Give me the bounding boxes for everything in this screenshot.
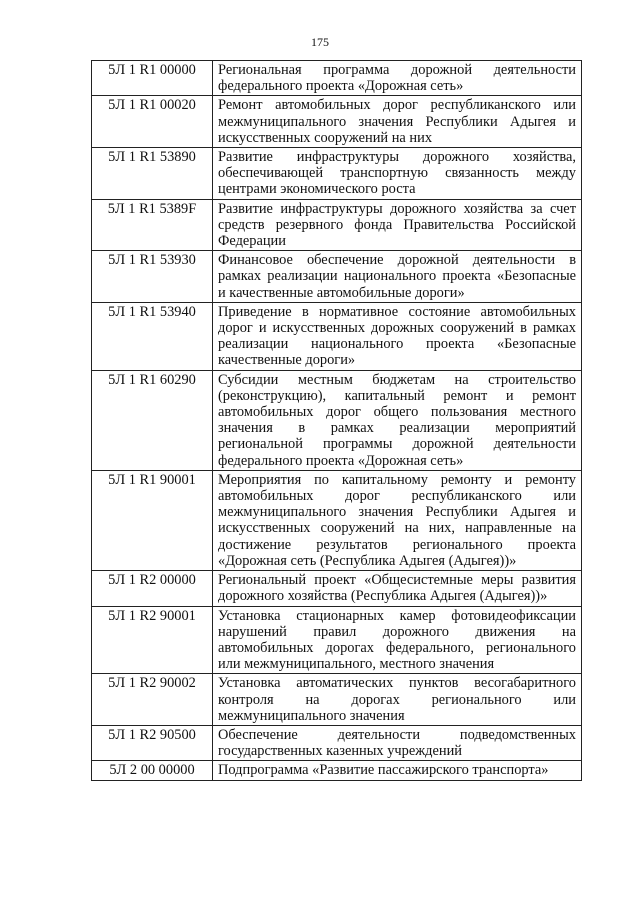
row-code-cell: 5Л 1 R2 00000 bbox=[92, 571, 213, 606]
row-description-cell: Развитие инфраструктуры дорожного хозяйства за счет средств резервного фонда Правительства Российской Федерации bbox=[213, 199, 582, 251]
table-row bbox=[92, 571, 582, 606]
row-code-cell: 5Л 1 R1 53940 bbox=[92, 302, 213, 370]
row-description-cell: Подпрограмма «Развитие пассажирского транспорта» bbox=[213, 761, 582, 780]
row-description-cell: Мероприятия по капитальному ремонту и ремонту автомобильных дорог республиканского или межмуниципального значения Республики Адыгея и искусственных сооружений на них, направленные на достижение результатов регионального проекта «Дорожная сеть (Республика Адыгея (Адыгея))» bbox=[213, 470, 582, 570]
table-body bbox=[92, 61, 582, 781]
row-code-cell: 5Л 1 R2 90002 bbox=[92, 674, 213, 726]
table-row bbox=[92, 302, 582, 370]
row-description-cell: Финансовое обеспечение дорожной деятельности в рамках реализации национального проекта «Безопасные и качественные автомобильные дороги» bbox=[213, 251, 582, 303]
row-description-cell: Приведение в нормативное состояние автомобильных дорог и искусственных дорожных сооружений в рамках реализации национального проекта «Безопасные качественные дороги» bbox=[213, 302, 582, 370]
row-description-cell: Обеспечение деятельности подведомственных государственных казенных учреждений bbox=[213, 725, 582, 760]
table-row bbox=[92, 96, 582, 148]
table-row bbox=[92, 761, 582, 780]
row-description-cell: Установка автоматических пунктов весогабаритного контроля на дорогах регионального или межмуниципального значения bbox=[213, 674, 582, 726]
row-description-cell: Субсидии местным бюджетам на строительство (реконструкцию), капитальный ремонт и ремонт автомобильных дорог общего пользования местного значения в рамках реализации мероприятий региональной программы дорожной деятельности федерального проекта «Дорожная сеть» bbox=[213, 370, 582, 470]
row-code-cell: 5Л 1 R1 00020 bbox=[92, 96, 213, 148]
row-code-cell: 5Л 1 R1 53930 bbox=[92, 251, 213, 303]
row-code-cell: 5Л 1 R1 5389F bbox=[92, 199, 213, 251]
row-description-cell: Установка стационарных камер фотовидеофиксации нарушений правил дорожного движения на автомобильных дорогах федерального, регионального или межмуниципального, местного значения bbox=[213, 606, 582, 674]
table-row bbox=[92, 470, 582, 570]
table-row bbox=[92, 606, 582, 674]
page-number: 175 bbox=[311, 35, 329, 49]
row-code-cell: 5Л 2 00 00000 bbox=[92, 761, 213, 780]
row-code-cell: 5Л 1 R1 90001 bbox=[92, 470, 213, 570]
row-code-cell: 5Л 1 R2 90500 bbox=[92, 725, 213, 760]
table-row bbox=[92, 148, 582, 200]
table-row bbox=[92, 725, 582, 760]
row-description-cell: Региональный проект «Общесистемные меры развития дорожного хозяйства (Республика Адыгея (Адыгея))» bbox=[213, 571, 582, 606]
table-row bbox=[92, 370, 582, 470]
row-description-cell: Развитие инфраструктуры дорожного хозяйства, обеспечивающей транспортную связанность между центрами экономического роста bbox=[213, 148, 582, 200]
row-code-cell: 5Л 1 R1 60290 bbox=[92, 370, 213, 470]
row-code-cell: 5Л 1 R1 53890 bbox=[92, 148, 213, 200]
row-description-cell: Ремонт автомобильных дорог республиканского или межмуниципального значения Республики Адыгея и искусственных сооружений на них bbox=[213, 96, 582, 148]
table-row bbox=[92, 199, 582, 251]
row-description-cell: Региональная программа дорожной деятельности федерального проекта «Дорожная сеть» bbox=[213, 61, 582, 96]
row-code-cell: 5Л 1 R1 00000 bbox=[92, 61, 213, 96]
table-row bbox=[92, 674, 582, 726]
budget-classification-table bbox=[91, 60, 582, 781]
table-row bbox=[92, 251, 582, 303]
row-code-cell: 5Л 1 R2 90001 bbox=[92, 606, 213, 674]
table-row bbox=[92, 61, 582, 96]
